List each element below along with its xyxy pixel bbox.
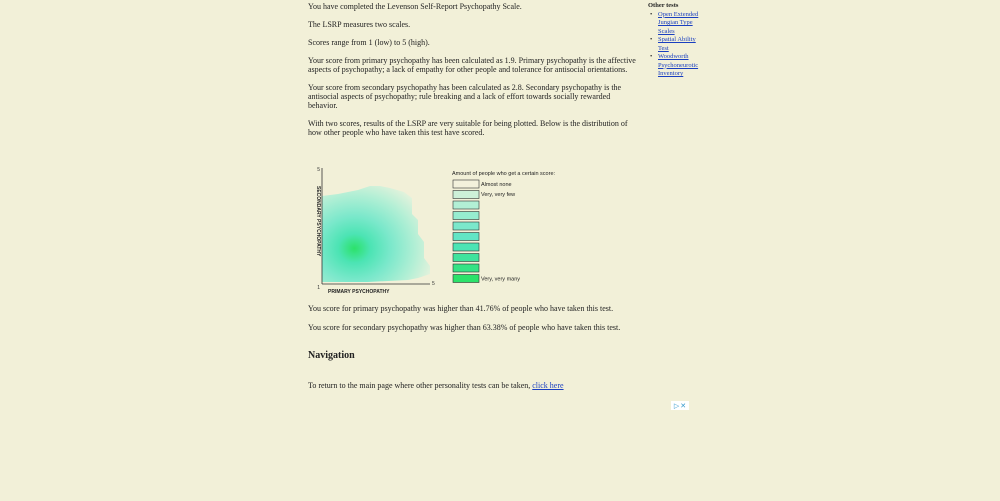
navigation-text	[308, 381, 564, 390]
legend-label-very-many: Very, very many	[481, 276, 521, 283]
legend-swatch	[453, 180, 479, 188]
close-icon[interactable]: ✕	[680, 401, 687, 410]
legend-swatch	[453, 243, 479, 251]
completion-message: You have completed the Levenson Self-Report Psychopathy Scale.	[308, 2, 522, 11]
primary-score-text: Your score from primary psychopathy has been calculated as 1.9. Primary psychopathy is the affective aspects of psychopathy; a lack of empathy for other people and tolerance for antisocial orientations.	[308, 56, 636, 74]
list-item	[650, 36, 700, 53]
legend-swatch	[453, 254, 479, 262]
list-item	[650, 11, 700, 37]
other-tests-heading: Other tests	[648, 2, 679, 9]
legend-swatch	[453, 212, 479, 220]
legend-title: Amount of people who get a certain score:	[452, 171, 556, 177]
legend-swatch	[453, 191, 479, 199]
link-open-extended-jungian[interactable]: Open Extended Jungian Type Scales	[658, 10, 699, 35]
list-item	[650, 53, 700, 79]
ad-choices-badge[interactable]	[671, 401, 689, 410]
legend-swatch	[453, 222, 479, 230]
y-axis-label: SECONDARY PSYCHOPATHY	[315, 186, 321, 257]
main-page-link[interactable]: click here	[532, 381, 564, 390]
primary-percentile-text: You score for primary psychopathy was higher than 41.76% of people who have taken this test.	[308, 304, 614, 313]
legend-swatch	[453, 264, 479, 272]
link-spatial-ability[interactable]: Spatial Ability Test	[658, 36, 696, 52]
distribution-chart	[308, 158, 598, 298]
legend-swatch	[453, 201, 479, 209]
range-info: Scores range from 1 (low) to 5 (high).	[308, 38, 430, 47]
x-axis-label: PRIMARY PSYCHOPATHY	[328, 289, 390, 295]
x-tick-min: 1	[317, 285, 320, 291]
main-content	[308, 0, 638, 146]
legend-label-very-few: Very, very few	[481, 192, 516, 198]
score-distribution-figure	[308, 158, 598, 298]
other-tests-list	[648, 11, 700, 79]
bullet-icon: •	[650, 10, 653, 18]
navigation-sentence: To return to the main page where other personality tests can be taken,	[308, 381, 533, 390]
secondary-percentile-text: You score for secondary psychopathy was higher than 63.38% of people who have taken this test.	[308, 323, 621, 332]
y-tick-max: 5	[317, 167, 320, 173]
x-tick-max: 5	[432, 281, 435, 287]
legend	[453, 180, 479, 283]
scales-info: The LSRP measures two scales.	[308, 20, 411, 29]
bullet-icon: •	[650, 53, 653, 60]
navigation-heading: Navigation	[308, 350, 355, 361]
secondary-score-text: Your score from secondary psychopathy has been calculated as 2.8. Secondary psychopathy is the antisocial aspects of psychopathy; rule breaking and a lack of effort towards socially rewarded behavior.	[308, 83, 622, 110]
link-woodworth[interactable]: Woodworth Psychoneurotic Inventory	[658, 53, 699, 77]
plot-intro-text: With two scores, results of the LSRP are very suitable for being plotted. Below is the distribution of how other people who have taken this test have scored.	[308, 119, 628, 137]
adchoices-icon[interactable]: ▷	[673, 401, 680, 410]
other-tests-sidebar	[648, 2, 700, 79]
legend-swatch	[453, 233, 479, 241]
bullet-icon: •	[650, 36, 653, 43]
legend-swatch	[453, 275, 479, 283]
heatmap-area	[322, 186, 430, 282]
legend-label-almost-none: Almost none	[481, 182, 512, 188]
